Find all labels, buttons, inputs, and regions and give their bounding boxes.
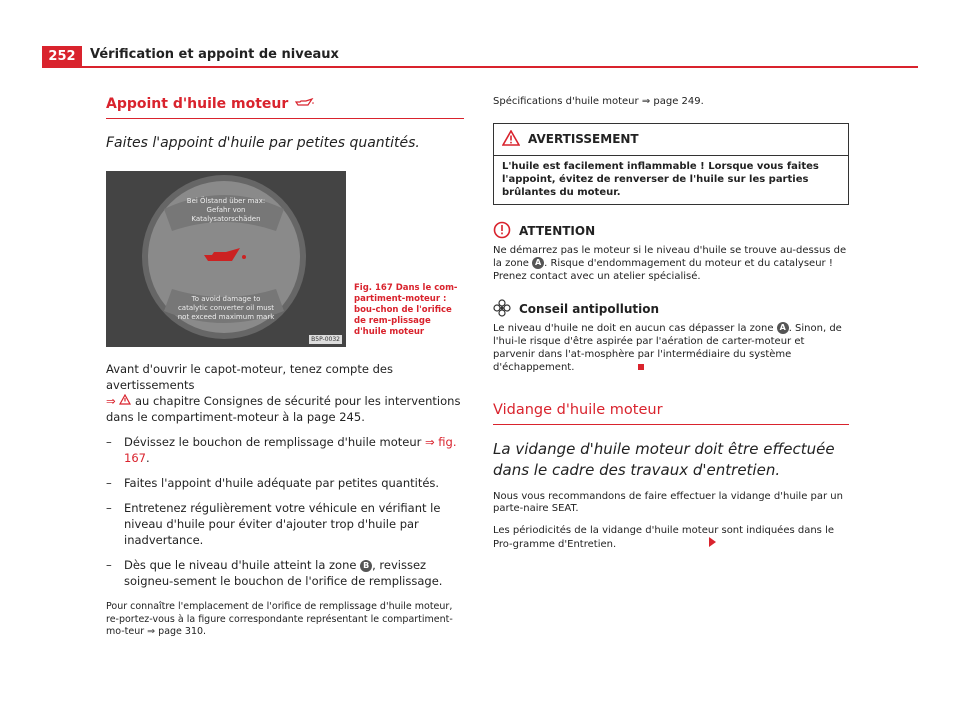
callout-a: A bbox=[532, 257, 544, 269]
section-title-appoint bbox=[106, 96, 464, 119]
bullet-4: – Dès que le niveau d'huile atteint la zone B , revissez soigneu-sement le bouchon de l'orifice de remplissage. bbox=[106, 558, 443, 588]
section-title-text: Appoint d'huile moteur bbox=[106, 96, 289, 112]
para-1: Nous vous recommandons de faire effectuer la vidange d'huile par un parte-naire SEAT. bbox=[493, 490, 843, 514]
section-title-vidange: Vidange d'huile moteur bbox=[493, 402, 849, 425]
intro-ref-arrow[interactable]: ⇒ bbox=[106, 394, 116, 408]
left-column bbox=[106, 96, 464, 639]
callout-b: B bbox=[360, 560, 372, 572]
footnote: Pour connaître l'emplacement de l'orifice de remplissage d'huile moteur, re-portez-vous à la figure correspondante représentant le compartiment-mo-teur ⇒ page 310. bbox=[106, 601, 453, 637]
chapter-title: Vérification et appoint de niveaux bbox=[90, 47, 339, 62]
attention-title: ATTENTION bbox=[519, 224, 596, 238]
cap-text-bottom-3: not exceed maximum mark bbox=[177, 313, 275, 321]
page-number: 252 bbox=[42, 46, 82, 66]
fig-ref-link[interactable]: ⇒ fig. 167 bbox=[124, 435, 457, 465]
warning-header bbox=[494, 124, 848, 156]
oil-can-icon bbox=[294, 96, 314, 112]
bullet-3: – Entretenez régulièrement votre véhicule en vérifiant le niveau d'huile pour éviter d'ajouter trop d'huile par inadvertance. bbox=[106, 501, 441, 547]
cap-text-top-1: Bei Ölstand über max: bbox=[186, 197, 266, 205]
cap-text-bottom-1: To avoid damage to bbox=[191, 295, 261, 303]
attention-icon bbox=[493, 221, 511, 242]
oil-cap-photo bbox=[106, 171, 346, 347]
figure-caption: Fig. 167 Dans le com-partiment-moteur : bou-chon de l'orifice de rem-plissage d'huile moteur bbox=[354, 283, 458, 337]
callout-a-2: A bbox=[777, 322, 789, 334]
figure-167 bbox=[106, 171, 464, 347]
eco-title: Conseil antipollution bbox=[519, 302, 660, 316]
spec-reference: Spécifications d'huile moteur ⇒ page 249. bbox=[493, 96, 704, 107]
intro-paragraph: Avant d'ouvrir le capot-moteur, tenez compte des avertissements ⇒ au chapitre Consignes de sécurité pour les interventions dans le compartiment-moteur à la page 245. bbox=[106, 362, 461, 424]
section-lead: Faites l'appoint d'huile par petites quantités. bbox=[106, 135, 420, 151]
warning-body: L'huile est facilement inflammable ! Lorsque vous faites l'appoint, évitez de renverser de l'huile sur les parties brûlantes du moteur. bbox=[502, 160, 819, 198]
bullet-1: – Dévissez le bouchon de remplissage d'huile moteur ⇒ fig. 167. bbox=[106, 435, 457, 465]
eco-flower-icon bbox=[493, 299, 511, 320]
warning-title: AVERTISSEMENT bbox=[528, 132, 639, 146]
warning-triangle-icon bbox=[119, 394, 131, 408]
continue-arrow-icon bbox=[709, 537, 716, 547]
header-rule bbox=[42, 66, 918, 68]
right-column bbox=[493, 96, 849, 552]
warning-triangle-icon bbox=[502, 130, 520, 149]
end-square-icon bbox=[638, 364, 644, 370]
para-2: Les périodicités de la vidange d'huile moteur sont indiquées dans le Pro-gramme d'Entretien. bbox=[493, 524, 835, 550]
attention-body: Ne démarrez pas le moteur si le niveau d'huile se trouve au-dessus de la zone A . Risque d'endommagement du moteur et du catalyseur ! Prenez contact avec un atelier spécialisé. bbox=[493, 244, 847, 282]
eco-header bbox=[493, 299, 849, 320]
warning-box bbox=[493, 123, 849, 205]
cap-text-bottom-2: catalytic converter oil must bbox=[177, 304, 275, 312]
cap-text-top-2: Gefahr von Katalysatorschäden bbox=[191, 206, 261, 223]
bullet-2: – Faites l'appoint d'huile adéquate par petites quantités. bbox=[106, 476, 440, 490]
eco-body: Le niveau d'huile ne doit en aucun cas dépasser la zone A . Sinon, de l'hui-le risque d'être aspirée par l'aération de carter-moteur et parvenir dans l'at-mosphère par l'intermédiaire du système d'échappement. bbox=[493, 322, 842, 373]
section2-lead: La vidange d'huile moteur doit être effectuée dans le cadre des travaux d'entretien. bbox=[493, 439, 835, 479]
figure-code: B5P-0032 bbox=[311, 336, 340, 343]
attention-header bbox=[493, 221, 849, 242]
